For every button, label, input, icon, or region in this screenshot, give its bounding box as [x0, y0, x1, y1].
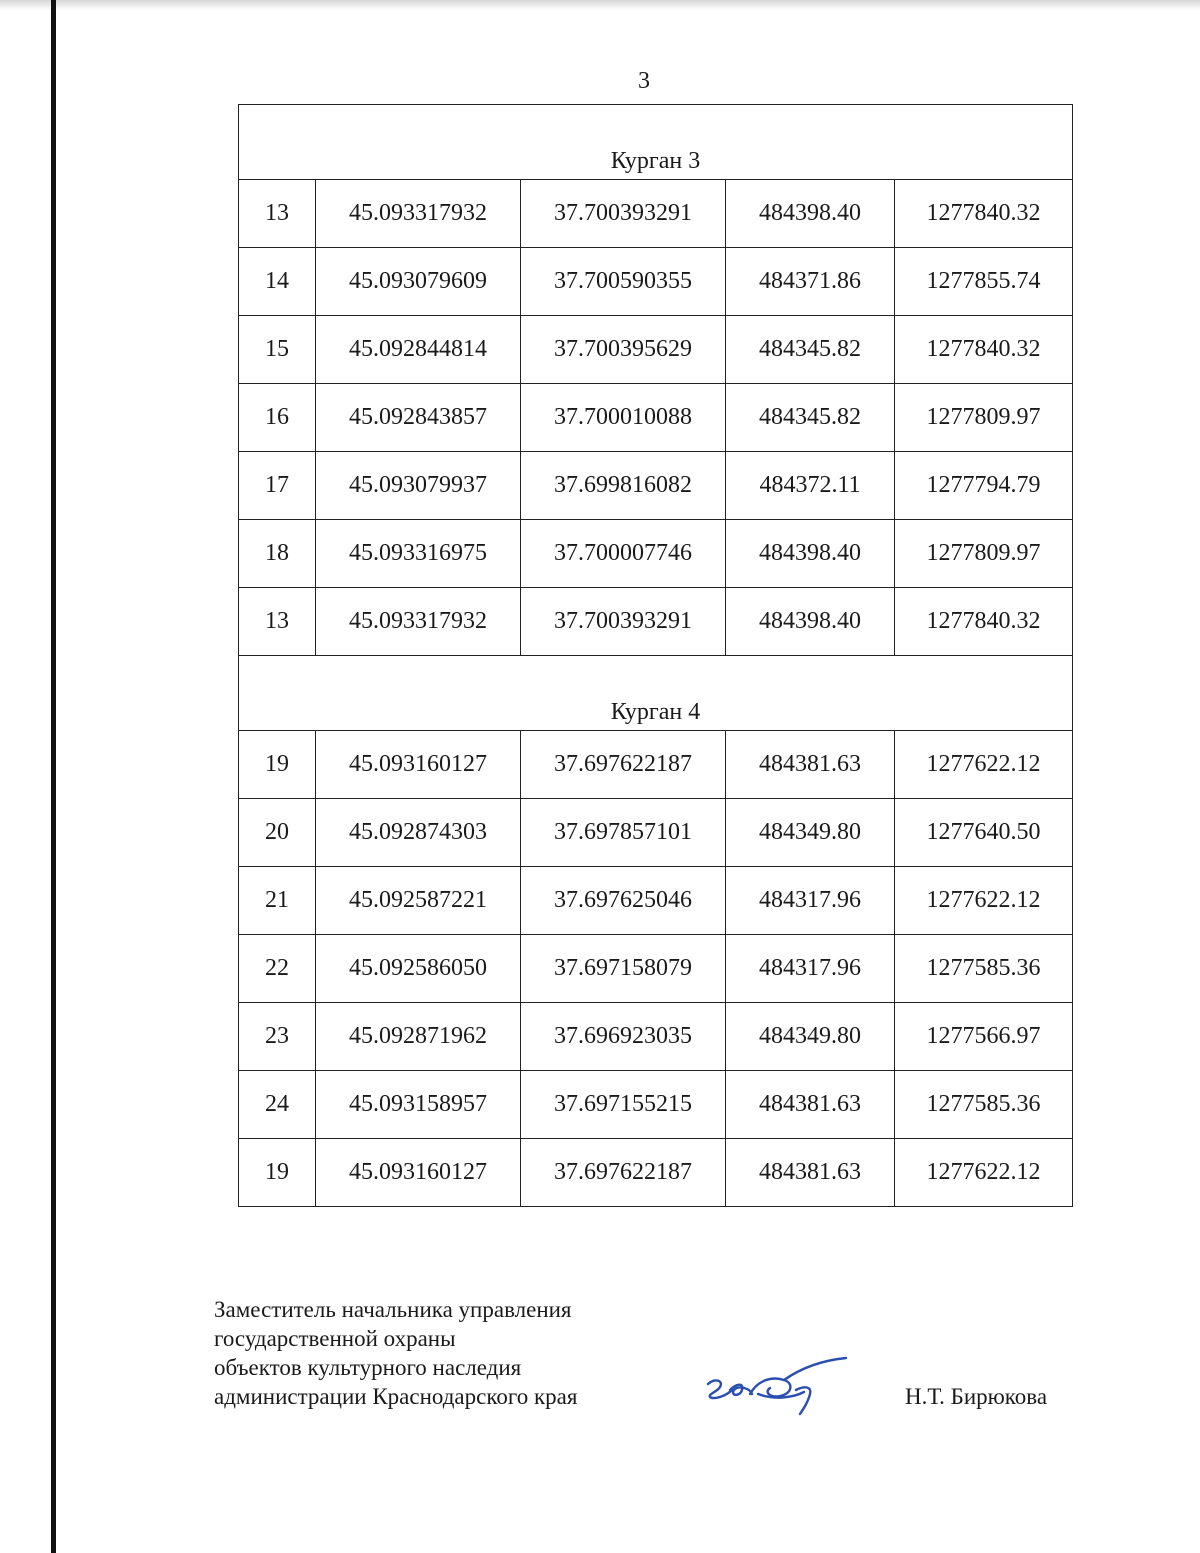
point-number-cell: 16: [239, 384, 316, 452]
y-coordinate-cell: 1277809.97: [895, 384, 1073, 452]
y-coordinate-cell: 1277809.97: [895, 520, 1073, 588]
table-row: [239, 248, 1073, 316]
x-coordinate-cell: 484398.40: [726, 180, 895, 248]
y-coordinate-cell: 1277585.36: [895, 1071, 1073, 1139]
x-coordinate-cell: 484381.63: [726, 1071, 895, 1139]
longitude-cell: 37.697622187: [521, 731, 726, 799]
longitude-cell: 37.697158079: [521, 935, 726, 1003]
longitude-cell: 37.700010088: [521, 384, 726, 452]
table-row: [239, 731, 1073, 799]
table-row: [239, 316, 1073, 384]
point-number-cell: 17: [239, 452, 316, 520]
y-coordinate-cell: 1277840.32: [895, 180, 1073, 248]
x-coordinate-cell: 484381.63: [726, 731, 895, 799]
longitude-cell: 37.697625046: [521, 867, 726, 935]
x-coordinate-cell: 484398.40: [726, 588, 895, 656]
table-row: [239, 520, 1073, 588]
y-coordinate-cell: 1277622.12: [895, 731, 1073, 799]
y-coordinate-cell: 1277566.97: [895, 1003, 1073, 1071]
x-coordinate-cell: 484398.40: [726, 520, 895, 588]
latitude-cell: 45.093317932: [316, 180, 521, 248]
table-row: [239, 1071, 1073, 1139]
longitude-cell: 37.696923035: [521, 1003, 726, 1071]
table-row: [239, 1003, 1073, 1071]
point-number-cell: 13: [239, 180, 316, 248]
x-coordinate-cell: 484372.11: [726, 452, 895, 520]
y-coordinate-cell: 1277622.12: [895, 867, 1073, 935]
x-coordinate-cell: 484317.96: [726, 935, 895, 1003]
y-coordinate-cell: 1277585.36: [895, 935, 1073, 1003]
longitude-cell: 37.699816082: [521, 452, 726, 520]
table-row: [239, 1139, 1073, 1207]
x-coordinate-cell: 484349.80: [726, 1003, 895, 1071]
y-coordinate-cell: 1277640.50: [895, 799, 1073, 867]
table-row: [239, 452, 1073, 520]
page-number: 3: [638, 68, 650, 94]
longitude-cell: 37.700590355: [521, 248, 726, 316]
point-number-cell: 19: [239, 731, 316, 799]
longitude-cell: 37.697622187: [521, 1139, 726, 1207]
latitude-cell: 45.092844814: [316, 316, 521, 384]
latitude-cell: 45.092587221: [316, 867, 521, 935]
point-number-cell: 22: [239, 935, 316, 1003]
latitude-cell: 45.093158957: [316, 1071, 521, 1139]
table-row: [239, 867, 1073, 935]
y-coordinate-cell: 1277794.79: [895, 452, 1073, 520]
handwritten-signature: [700, 1350, 850, 1420]
longitude-cell: 37.700007746: [521, 520, 726, 588]
longitude-cell: 37.700395629: [521, 316, 726, 384]
table-row: [239, 799, 1073, 867]
point-number-cell: 21: [239, 867, 316, 935]
point-number-cell: 23: [239, 1003, 316, 1071]
coordinates-table: [238, 104, 1073, 1207]
x-coordinate-cell: 484345.82: [726, 384, 895, 452]
latitude-cell: 45.093079937: [316, 452, 521, 520]
x-coordinate-cell: 484317.96: [726, 867, 895, 935]
point-number-cell: 18: [239, 520, 316, 588]
longitude-cell: 37.697155215: [521, 1071, 726, 1139]
table-row: [239, 935, 1073, 1003]
y-coordinate-cell: 1277840.32: [895, 316, 1073, 384]
point-number-cell: 19: [239, 1139, 316, 1207]
table-row: [239, 384, 1073, 452]
latitude-cell: 45.093316975: [316, 520, 521, 588]
latitude-cell: 45.093160127: [316, 731, 521, 799]
point-number-cell: 14: [239, 248, 316, 316]
point-number-cell: 13: [239, 588, 316, 656]
table-row: [239, 180, 1073, 248]
latitude-cell: 45.093079609: [316, 248, 521, 316]
group-header-row: [239, 656, 1073, 731]
point-number-cell: 24: [239, 1071, 316, 1139]
x-coordinate-cell: 484349.80: [726, 799, 895, 867]
latitude-cell: 45.092843857: [316, 384, 521, 452]
y-coordinate-cell: 1277840.32: [895, 588, 1073, 656]
scan-edge: [0, 0, 1200, 10]
latitude-cell: 45.092871962: [316, 1003, 521, 1071]
longitude-cell: 37.700393291: [521, 588, 726, 656]
signatory-position-line: государственной охраны: [214, 1326, 456, 1351]
latitude-cell: 45.092586050: [316, 935, 521, 1003]
group-title: Курган 4: [239, 656, 1073, 731]
y-coordinate-cell: 1277622.12: [895, 1139, 1073, 1207]
signatory-position-line: Заместитель начальника управления: [214, 1297, 572, 1322]
x-coordinate-cell: 484371.86: [726, 248, 895, 316]
signatory-name: Н.Т. Бирюкова: [905, 1384, 1048, 1409]
latitude-cell: 45.092874303: [316, 799, 521, 867]
signatory-position-line: объектов культурного наследия: [214, 1355, 522, 1380]
longitude-cell: 37.700393291: [521, 180, 726, 248]
longitude-cell: 37.697857101: [521, 799, 726, 867]
signatory-position-line: администрации Краснодарского края: [214, 1384, 578, 1409]
table-row: [239, 588, 1073, 656]
x-coordinate-cell: 484381.63: [726, 1139, 895, 1207]
point-number-cell: 15: [239, 316, 316, 384]
scan-binding-edge: [51, 0, 56, 1553]
group-header-row: [239, 105, 1073, 180]
signatory-position: [214, 1295, 577, 1411]
point-number-cell: 20: [239, 799, 316, 867]
latitude-cell: 45.093160127: [316, 1139, 521, 1207]
y-coordinate-cell: 1277855.74: [895, 248, 1073, 316]
x-coordinate-cell: 484345.82: [726, 316, 895, 384]
group-title: Курган 3: [239, 105, 1073, 180]
coordinates-table-body: [239, 105, 1073, 1207]
latitude-cell: 45.093317932: [316, 588, 521, 656]
